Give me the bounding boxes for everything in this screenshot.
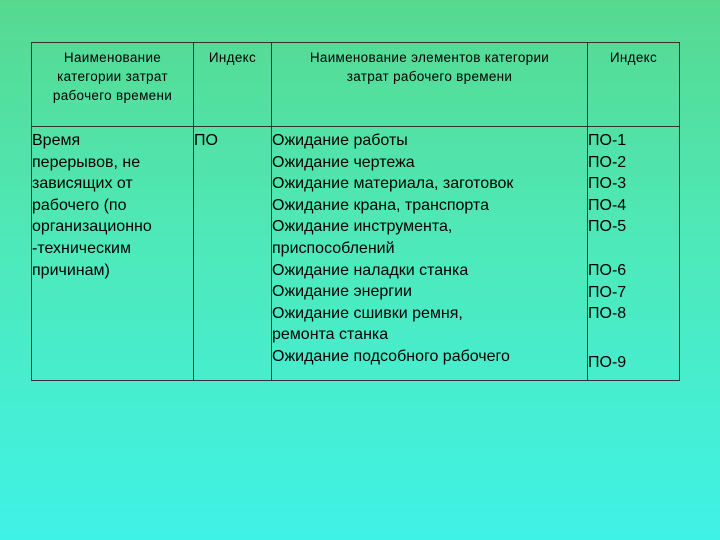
header-element-name xyxy=(272,43,588,127)
category-name-line: причинам) xyxy=(32,261,110,279)
element-line: Ожидание чертежа xyxy=(272,153,415,171)
category-name-line: перерывов, не xyxy=(32,153,141,171)
table-row xyxy=(32,127,680,381)
element-line: Ожидание крана, транспорта xyxy=(272,196,489,214)
category-name-cell xyxy=(32,127,194,381)
element-line: Ожидание сшивки ремня, xyxy=(272,304,463,322)
header-line: Наименование элементов категории xyxy=(309,50,550,65)
elements-cell xyxy=(272,127,588,381)
header-line: рабочего времени xyxy=(52,88,173,103)
element-index: ПО-5 xyxy=(588,218,627,236)
category-index: ПО xyxy=(194,132,218,149)
header-category-index xyxy=(194,43,272,127)
element-index: ПО-3 xyxy=(588,175,627,193)
category-name-line: -техническим xyxy=(32,239,131,257)
element-line: Ожидание материала, заготовок xyxy=(272,175,514,193)
element-index: ПО-6 xyxy=(588,261,627,279)
element-line: приспособлений xyxy=(272,239,395,257)
element-line: Ожидание энергии xyxy=(272,283,412,301)
header-category-name xyxy=(32,43,194,127)
header-line: затрат рабочего времени xyxy=(346,69,513,84)
category-name-line: Время xyxy=(32,132,81,149)
element-line: ремонта станка xyxy=(272,326,389,344)
category-name-line: рабочего (по xyxy=(32,196,127,214)
element-index: ПО-8 xyxy=(588,305,627,323)
element-index: ПО-9 xyxy=(588,353,627,371)
header-line: Наименование xyxy=(63,50,162,65)
element-index: ПО-7 xyxy=(588,283,627,301)
element-line: Ожидание работы xyxy=(272,132,408,149)
element-line: Ожидание наладки станка xyxy=(272,261,469,279)
header-line: Индекс xyxy=(609,50,658,65)
category-name-line: организационно xyxy=(32,218,152,236)
table-header-row xyxy=(32,43,680,127)
element-line: Ожидание инструмента, xyxy=(272,218,453,236)
element-index: ПО-1 xyxy=(588,132,627,149)
element-indices-cell xyxy=(588,127,680,381)
header-line: Индекс xyxy=(208,50,257,65)
category-index-cell xyxy=(194,127,272,381)
header-line: категории затрат xyxy=(57,69,168,84)
time-category-table xyxy=(31,42,680,381)
element-line: Ожидание подсобного рабочего xyxy=(272,347,510,365)
element-index: ПО-2 xyxy=(588,153,627,171)
category-name-line: зависящих от xyxy=(32,175,133,193)
header-element-index xyxy=(588,43,680,127)
element-index: ПО-4 xyxy=(588,196,627,214)
